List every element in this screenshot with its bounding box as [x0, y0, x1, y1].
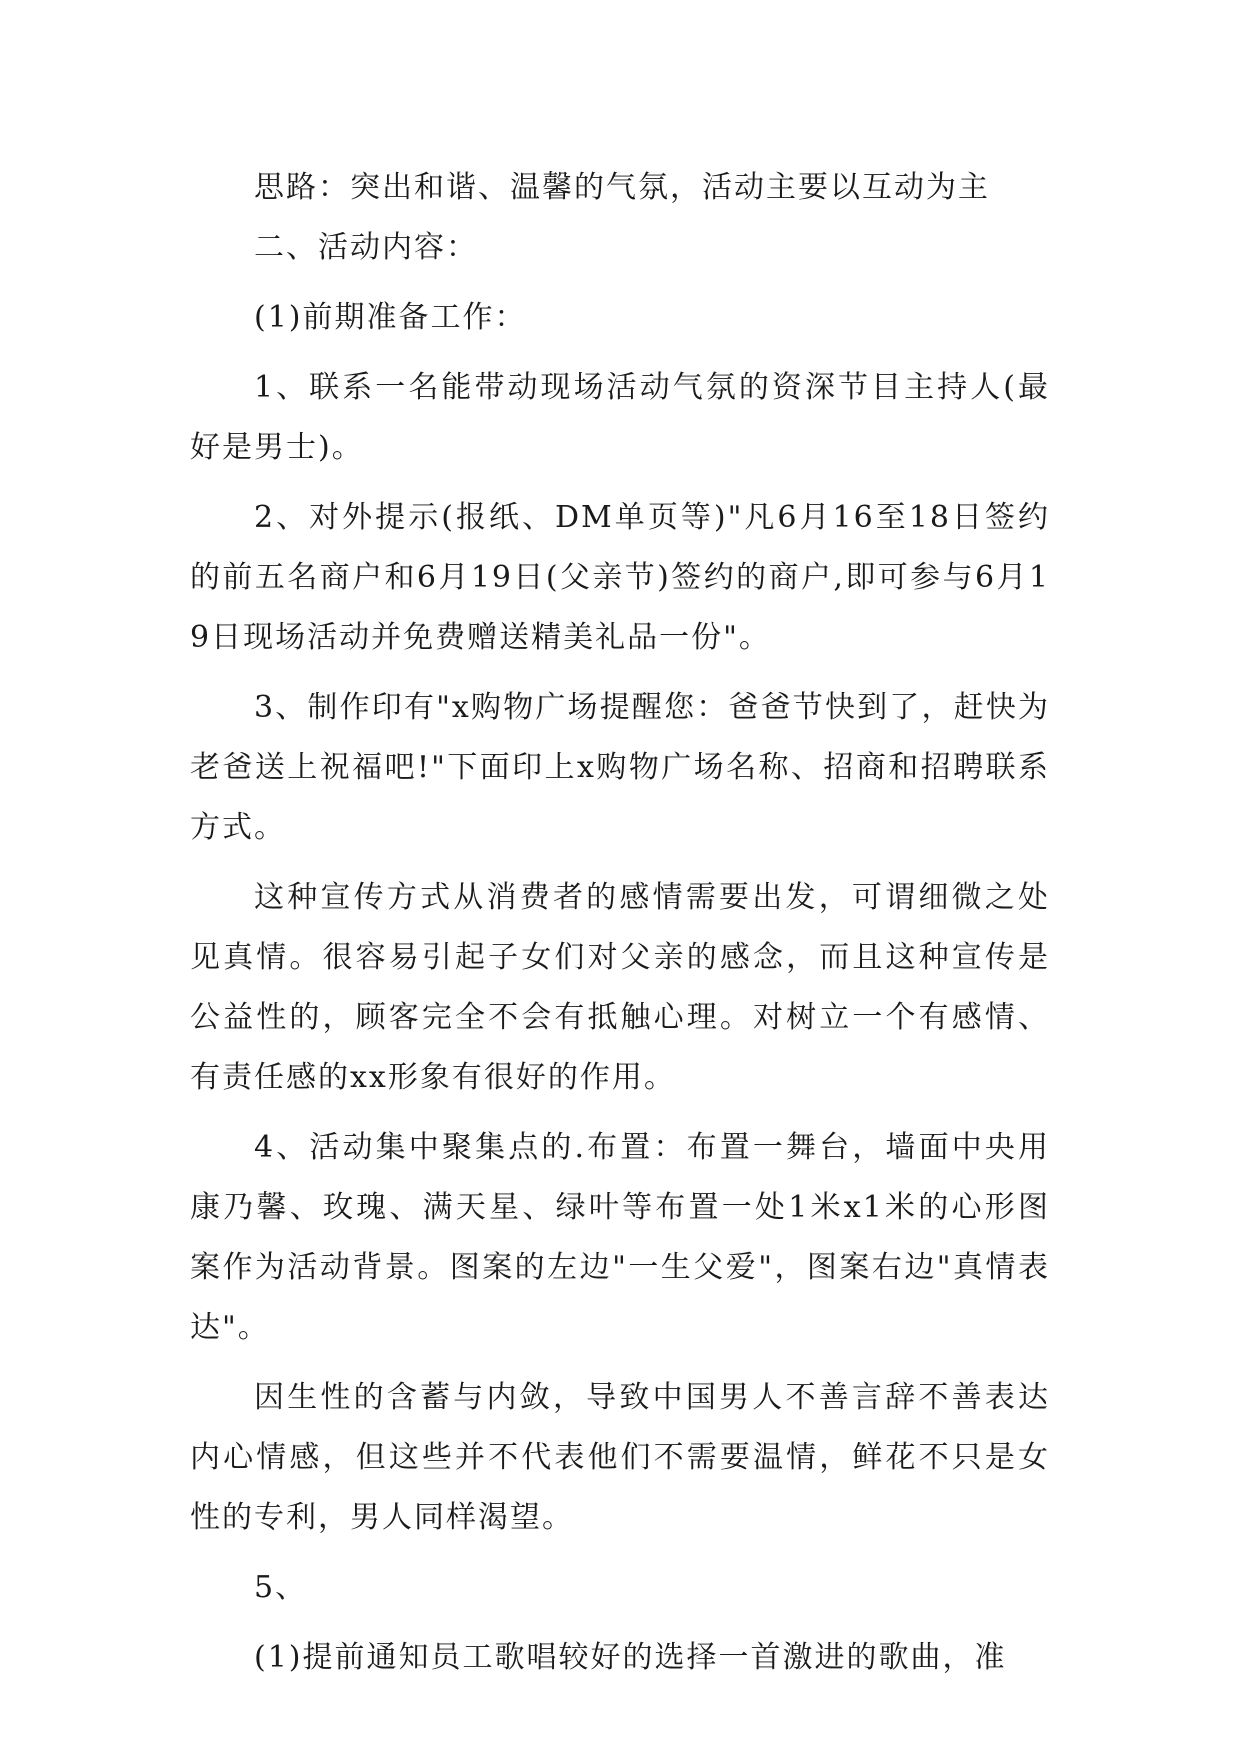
paragraph-item-5-1: (1)提前通知员工歌唱较好的选择一首激进的歌曲，准: [254, 1640, 1007, 1675]
paragraph-thinking: 思路：突出和谐、温馨的气氛，活动主要以互动为主: [254, 170, 990, 205]
heading-activity-content: 二、活动内容：: [254, 230, 478, 265]
document-body: [190, 158, 1050, 1688]
paragraph-promotion-note: 这种宣传方式从消费者的感情需要出发，可谓细微之处见真情。很容易引起子女们对父亲的感念，而且这种宣传是公益性的，顾客完全不会有抵触心理。对树立一个有感情、有责任感的xx形象有很好的作用。: [190, 880, 1050, 1095]
paragraph-men-emotion: 因生性的含蓄与内敛，导致中国男人不善言辞不善表达内心情感，但这些并不代表他们不需要温情，鲜花不只是女性的专利，男人同样渴望。: [190, 1380, 1050, 1535]
paragraph-item-5: 5、: [254, 1570, 308, 1605]
paragraph-item-3: 3、制作印有"x购物广场提醒您：爸爸节快到了，赶快为老爸送上祝福吧!"下面印上x购物广场名称、招商和招聘联系方式。: [190, 690, 1050, 845]
paragraph-item-1: 1、联系一名能带动现场活动气氛的资深节目主持人(最好是男士)。: [190, 370, 1050, 465]
paragraph-item-2: 2、对外提示(报纸、DM单页等)"凡6月16至18日签约的前五名商户和6月19日(父亲节)签约的商户,即可参与6月19日现场活动并免费赠送精美礼品一份"。: [190, 500, 1050, 655]
paragraph-item-4: 4、活动集中聚集点的.布置：布置一舞台，墙面中央用康乃馨、玫瑰、满天星、绿叶等布置一处1米x1米的心形图案作为活动背景。图案的左边"一生父爱"，图案右边"真情表达"。: [190, 1130, 1050, 1345]
heading-preparation: (1)前期准备工作：: [254, 300, 527, 335]
